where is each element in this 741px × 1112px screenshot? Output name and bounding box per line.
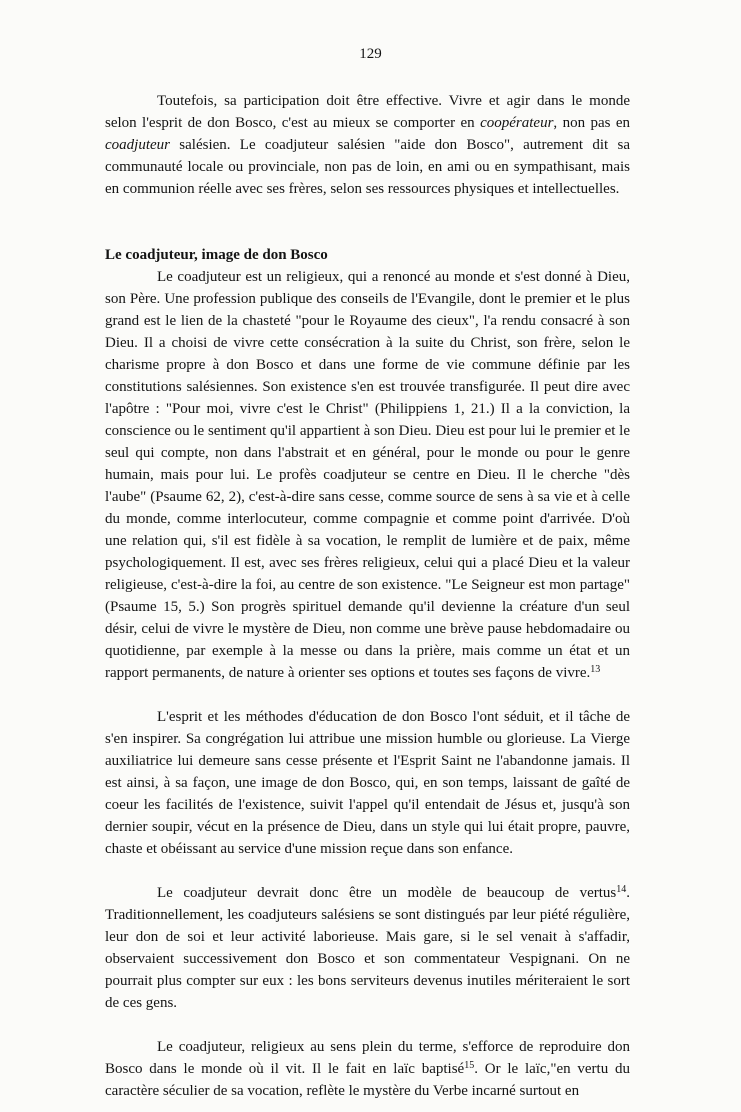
- paragraph-2-text: Le coadjuteur est un religieux, qui a renoncé au monde et s'est donné à Dieu, son Père. Une profession publique des conseils de l'Evangile, dont le premier et le plus grand est le lien de la chasteté "pour le Royaume des cieux", l'a rendu consacré à son Dieu. Il a choisi de vivre cette consécration à la suite du Christ, son frère, selon le charisme propre à don Bosco et dans une forme de vie commune définie par les constitutions salésiennes. Son existence s'en est trouvée transfigurée. Il peut dire avec l'apôtre : "Pour moi, vivre c'est le Christ" (Philippiens 1, 21.) Il a la conviction, la conscience ou le sentiment qu'il appartient à son Dieu. Dieu est pour lui le premier et le seul qui compte, non dans l'abstrait et en général, pour le monde ou pour le genre humain, mais pour lui. Le profès coadjuteur se centre en Dieu. Il le cherche "dès l'aube" (Psaume 62, 2), c'est-à-dire sans cesse, comme source de sens à sa vie et à celle du monde, comme interlocuteur, comme compagnie et comme point d'arrivée. D'où une relation qui, s'il est fidèle à sa vocation, le remplit de lumière et de paix, même psychologiquement. Il est, avec ses frères religieux, celui qui a placé Dieu et la valeur religieuse, c'est-à-dire la foi, au centre de son existence. "Le Seigneur est mon partage" (Psaume 15, 5.) Son progrès spirituel demande qu'il devienne la créature d'un seul désir, celui de vivre le mystère de Dieu, non comme une brève pause hebdomadaire ou quotidienne, par exemple à la messe ou dans la prière, mais comme un état et un rapport permanents, de nature à orienter ses options et toutes ses façons de vivre.: [105, 269, 630, 681]
- paragraph-2: [105, 266, 630, 684]
- paragraph-spacer: [105, 684, 630, 706]
- paragraph-1-text-a: Toutefois, sa participation doit être effective. Vivre et agir dans le monde selon l'esprit de don Bosco, c'est au mieux se comporter en: [105, 93, 630, 131]
- paragraph-spacer: [105, 222, 630, 244]
- footnote-ref-13: 13: [590, 664, 601, 675]
- paragraph-4-text-b: . Traditionnellement, les coadjuteurs salésiens se sont distingués par leur piété régulière, leur don de soi et leur activité laborieuse. Mais gare, si le sel venait à s'affadir, observaient successivement don Bosco et son commentateur Vespignani. On ne pourrait plus compter sur eux : les bons serviteurs devenus inutiles mériteraient le sort de ces gens.: [105, 885, 630, 1011]
- term-coadjuteur: coadjuteur: [105, 137, 170, 153]
- paragraph-5: [105, 1036, 630, 1102]
- footnote-ref-14: 14: [616, 884, 627, 895]
- paragraph-1-text-c: salésien. Le coadjuteur salésien "aide don Bosco", autrement dit sa communauté locale ou provinciale, non pas de loin, en ami ou en sympathisant, mais en communion réelle avec ses frères, selon ses ressources physiques et intellectuelles.: [105, 137, 630, 197]
- body-text: [105, 90, 630, 1102]
- paragraph-5-text-b: . Or le laïc,"en vertu du caractère séculier de sa vocation, reflète le mystère du Verbe incarné surtout en: [105, 1061, 631, 1099]
- paragraph-1-text-b: , non pas en: [553, 115, 631, 131]
- paragraph-spacer: [105, 1014, 630, 1036]
- paragraph-1: [105, 90, 630, 200]
- page-number: 129: [359, 46, 382, 62]
- paragraph-4-text-a: Le coadjuteur devrait donc être un modèle de beaucoup de vertus: [157, 885, 617, 901]
- paragraph-spacer: [105, 200, 630, 222]
- footnote-ref-15: 15: [464, 1060, 475, 1071]
- paragraph-5-text-a: Le coadjuteur, religieux au sens plein du terme, s'efforce de reproduire don Bosco dans le monde où il vit. Il le fait en laïc baptisé: [105, 1039, 630, 1077]
- section-heading: Le coadjuteur, image de don Bosco: [105, 247, 328, 263]
- paragraph-4: [105, 882, 630, 1014]
- paragraph-3: L'esprit et les méthodes d'éducation de don Bosco l'ont séduit, et il tâche de s'en inspirer. Sa congrégation lui attribue une mission humble ou glorieuse. La Vierge auxiliatrice lui demeure sans cesse présente et l'Esprit Saint ne l'abandonne jamais. Il est ainsi, à sa façon, une image de don Bosco, qui, en son temps, laissant de gaîté de coeur les facilités de l'existence, suivit l'appel qu'il entendait de Jésus et, jusqu'à son dernier soupir, vécut en la présence de Dieu, dans un style qui lui était propre, pauvre, chaste et obéissant au service d'une mission reçue dans son enfance.: [105, 709, 630, 857]
- paragraph-spacer: [105, 860, 630, 882]
- term-cooperateur: coopérateur: [480, 115, 554, 131]
